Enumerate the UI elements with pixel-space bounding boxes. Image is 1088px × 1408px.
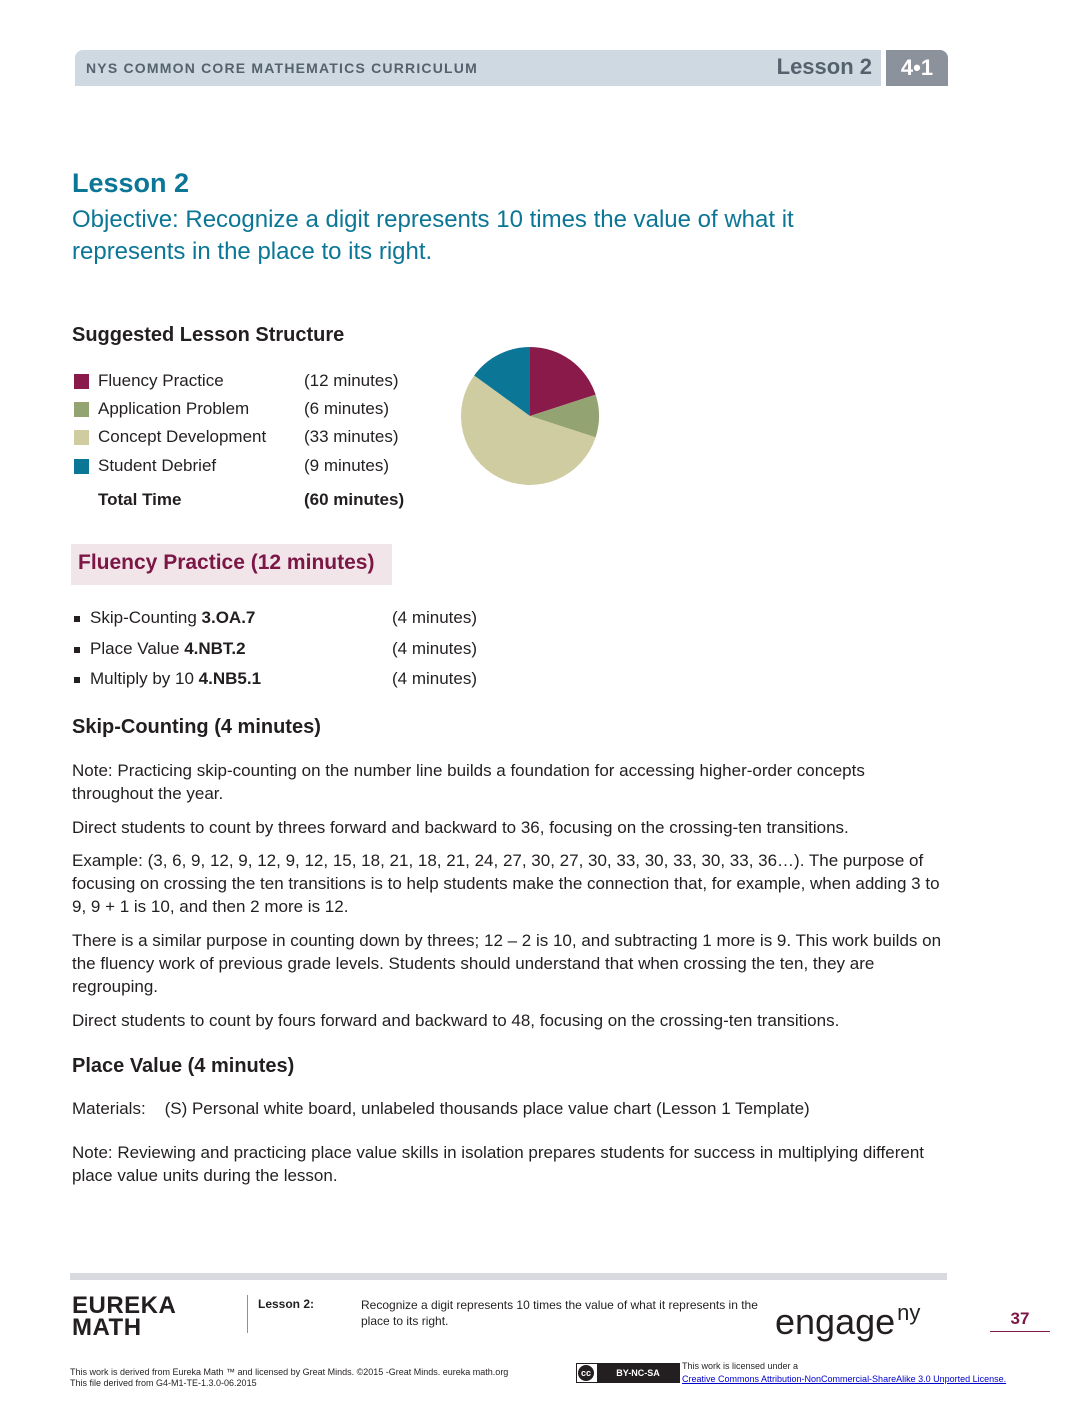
legend-label: Fluency Practice (98, 371, 224, 390)
total-time: (60 minutes) (304, 490, 405, 509)
legend-time: (33 minutes) (304, 427, 399, 446)
legend-label: Student Debrief (98, 456, 217, 475)
structure-heading: Suggested Lesson Structure (72, 324, 345, 346)
lesson-structure-pie-chart (460, 346, 600, 486)
standard-code: 4.NBT.2 (184, 639, 246, 658)
header-lesson: Lesson 2 (776, 54, 872, 79)
lesson-objective: Objective: Recognize a digit represents 10 times the value of what it represents in the place to its right. (72, 206, 794, 265)
legend-label: Application Problem (98, 399, 250, 418)
skip-example: Example: (3, 6, 9, 12, 9, 12, 9, 12, 15, 18, 21, 18, 21, 24, 27, 30, 27, 30, 33, 30, 33, 30, 33, 36…). The purpose of focusing on crossing the ten transitions is to help students make the connection that, for example, when adding 3 to 9, 9 + 1 is 10, and then 2 more is 12. (72, 851, 940, 916)
engageny-logo: engage$^{ny}$ (775, 1300, 921, 1342)
legend-swatch (74, 374, 89, 389)
skip-counting-heading: Skip-Counting (4 minutes) (72, 716, 321, 738)
fluency-item-time: (4 minutes) (392, 639, 478, 658)
bullet-icon (74, 677, 80, 683)
eureka-math-logo: EUREKA MATH (72, 1292, 177, 1341)
place-value-materials: Materials: (S) Personal white board, unlabeled thousands place value chart (Lesson 1 Template) (72, 1099, 810, 1118)
lesson-title: Lesson 2 (72, 168, 190, 198)
skip-purpose: There is a similar purpose in counting down by threes; 12 – 2 is 10, and subtracting 1 more is 9. This work builds on the fluency work of previous grade levels. Students should understand that when crossing the ten, they are regrouping. (72, 931, 942, 996)
footer-divider (70, 1273, 947, 1280)
skip-note: Note: Practicing skip-counting on the number line builds a foundation for accessing higher-order concepts throughout the year. (72, 761, 865, 803)
file-credit: This file derived from G4-M1-TE-1.3.0-06.2015 (70, 1378, 257, 1388)
page-number-underline (990, 1331, 1050, 1332)
footer-separator (247, 1295, 248, 1333)
fluency-item-label: Place Value (90, 639, 185, 658)
module-badge: 4•1 (886, 50, 948, 86)
total-label: Total Time (98, 490, 182, 509)
standard-code: 4.NB5.1 (198, 669, 262, 688)
legend-swatch (74, 430, 89, 445)
standard-code: 3.OA.7 (201, 608, 256, 627)
legend-time: (9 minutes) (304, 456, 390, 475)
fluency-heading: Fluency Practice (12 minutes) (78, 551, 375, 574)
license-link[interactable]: Creative Commons Attribution-NonCommercial-ShareAlike 3.0 Unported License. (682, 1374, 1007, 1384)
fluency-item-time: (4 minutes) (392, 669, 478, 688)
footer-lesson-label: Lesson 2: (258, 1297, 315, 1311)
legend-swatch (74, 459, 89, 474)
fluency-item-label: Skip-Counting (90, 608, 202, 627)
legend-time: (6 minutes) (304, 399, 390, 418)
bullet-icon (74, 647, 80, 653)
curriculum-title: NYS COMMON CORE MATHEMATICS CURRICULUM (86, 60, 478, 76)
cc-license-badge (576, 1363, 680, 1383)
cc-icon: cc (578, 1365, 594, 1381)
page-number: 37 (1010, 1309, 1030, 1328)
place-value-heading: Place Value (4 minutes) (72, 1055, 295, 1077)
skip-direction-fours: Direct students to count by fours forward and backward to 48, focusing on the crossing-ten transitions. (72, 1011, 840, 1030)
license-text: This work is licensed under a (682, 1361, 799, 1371)
legend-time: (12 minutes) (304, 371, 399, 390)
place-value-note: Note: Reviewing and practicing place value skills in isolation prepares students for success in multiplying different place value units during the lesson. (72, 1143, 925, 1185)
fluency-item-time: (4 minutes) (392, 608, 478, 627)
legend-label: Concept Development (98, 427, 267, 446)
bullet-icon (74, 616, 80, 622)
footer-lesson-description: Recognize a digit represents 10 times the value of what it represents in the place to its right. (361, 1298, 758, 1328)
derived-credit: This work is derived from Eureka Math ™ and licensed by Great Minds. ©2015 -Great Minds. eureka math.org (70, 1367, 509, 1377)
skip-direction: Direct students to count by threes forward and backward to 36, focusing on the crossing-ten transitions. (72, 818, 849, 837)
cc-badge-text: BY-NC-SA (597, 1364, 679, 1382)
legend-swatch (74, 402, 89, 417)
fluency-item-label: Multiply by 10 (90, 669, 199, 688)
